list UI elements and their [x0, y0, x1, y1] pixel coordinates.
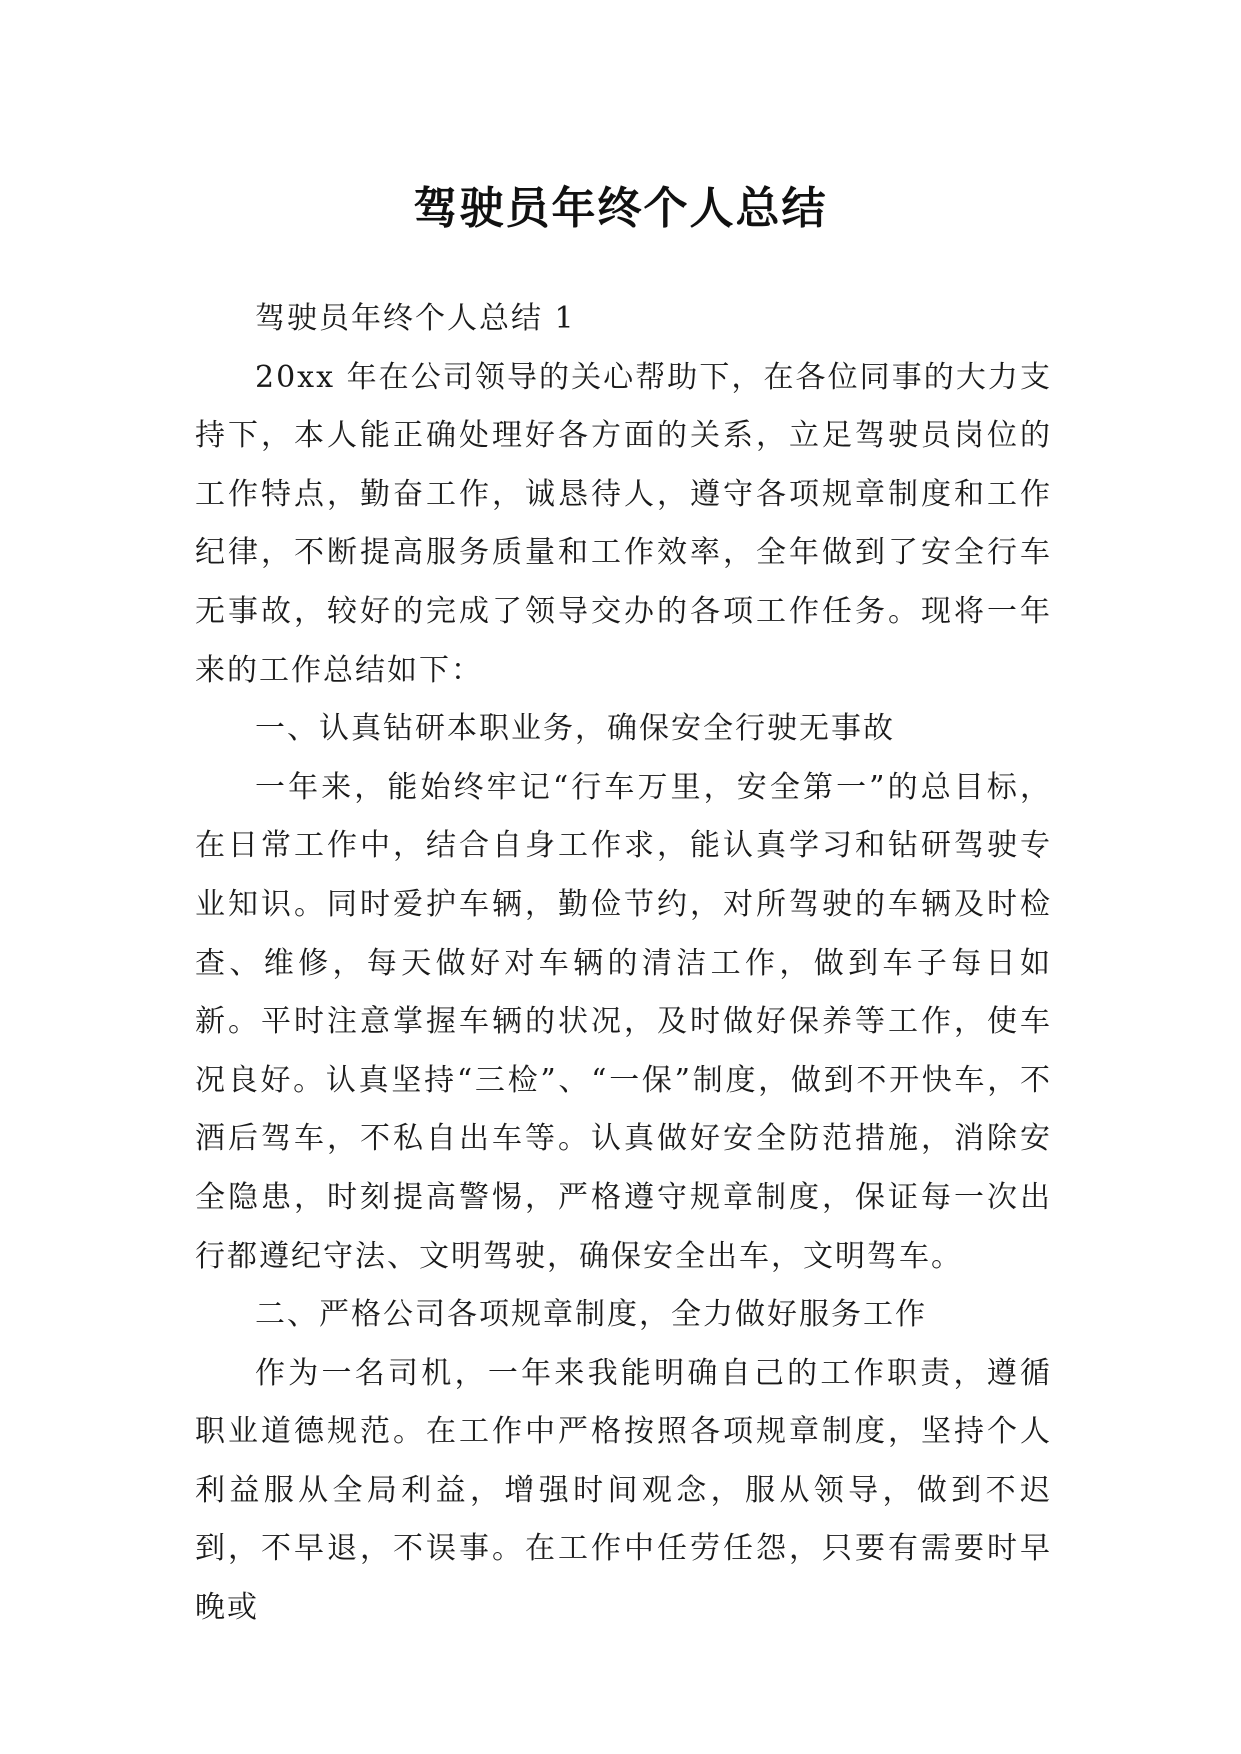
document-title: 驾驶员年终个人总结 [413, 183, 828, 235]
body-paragraph: 一年来，能始终牢记“行车万里，安全第一”的总目标，在日常工作中，结合自身工作求，能认真学习和钻研驾驶专业知识。同时爱护车辆，勤俭节约，对所驾驶的车辆及时检查、维修，每天做好对车辆的清洁工作，做到车子每日如新。平时注意掌握车辆的状况，及时做好保养等工作，使车况良好。认真坚持“三检”、“一保”制度，做到不开快车，不酒后驾车，不私自出车等。认真做好安全防范措施，消除安全隐患，时刻提高警惕，严格遵守规章制度，保证每一次出行都遵纪守法、文明驾驶，确保安全出车，文明驾车。 [195, 769, 1052, 1274]
body-paragraph: 作为一名司机，一年来我能明确自己的工作职责，遵循职业道德规范。在工作中严格按照各项规章制度，坚持个人利益服从全局利益，增强时间观念，服从领导，做到不迟到，不早退，不误事。在工作中任劳任怨，只要有需要时早晚或 [195, 1355, 1052, 1626]
subsection-heading: 二、严格公司各项规章制度，全力做好服务工作 [255, 1297, 927, 1333]
body-paragraph: 20xx 年在公司领导的关心帮助下，在各位同事的大力支持下，本人能正确处理好各方面的关系，立足驾驶员岗位的工作特点，勤奋工作，诚恳待人，遵守各项规章制度和工作纪律，不断提高服务质量和工作效率，全年做到了安全行车无事故，较好的完成了领导交办的各项工作任务。现将一年来的工作总结如下： [195, 359, 1052, 688]
section-heading: 驾驶员年终个人总结 1 [255, 301, 576, 336]
document-body [195, 290, 1052, 1638]
subsection-heading: 一、认真钻研本职业务，确保安全行驶无事故 [255, 711, 895, 747]
